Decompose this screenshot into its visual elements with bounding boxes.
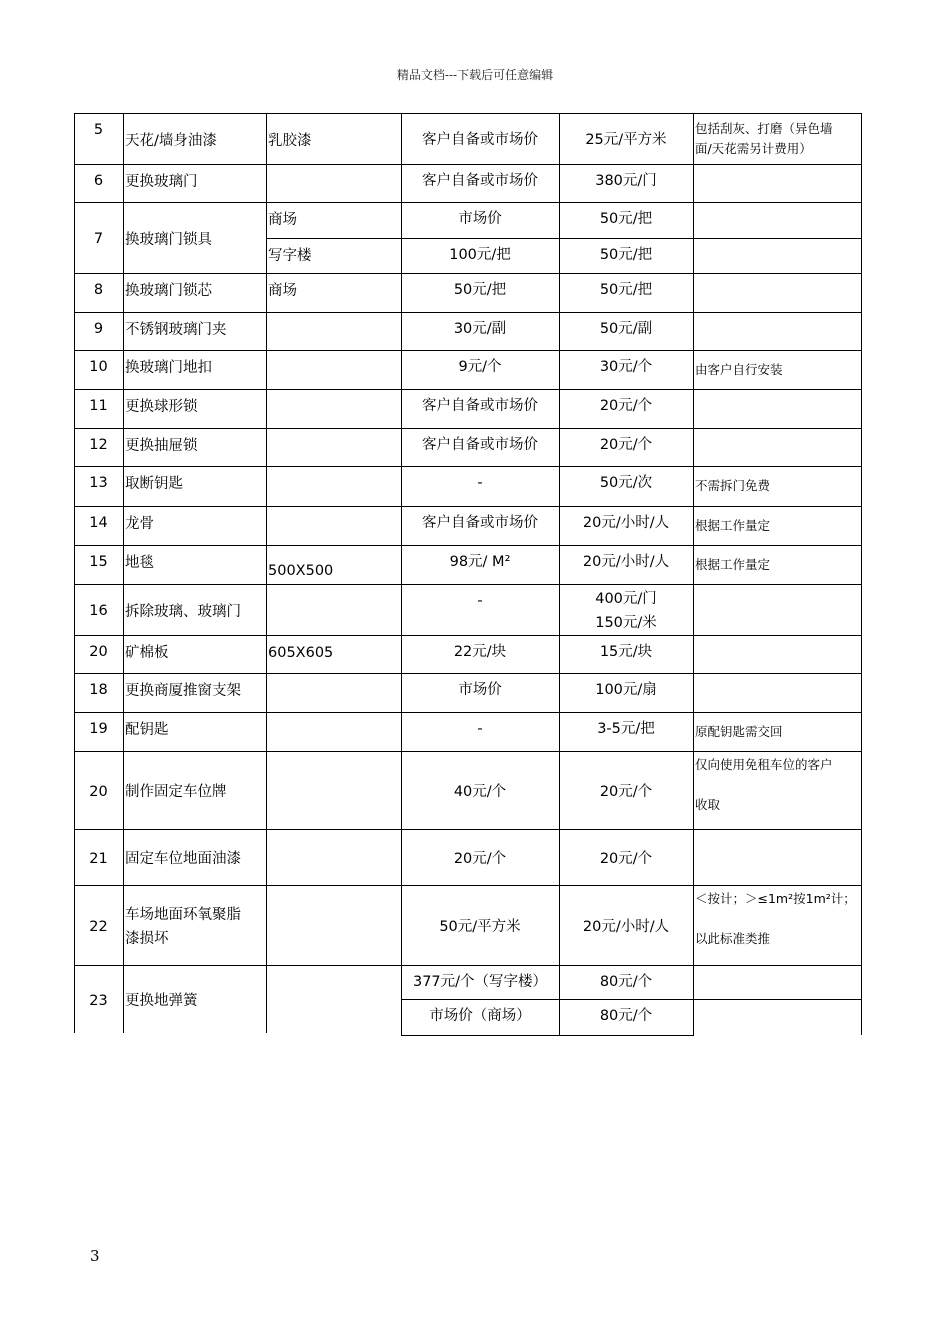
labor-price: 80元/个 <box>599 1008 653 1024</box>
row-divider <box>74 466 862 467</box>
labor-price: 50元/把 <box>599 247 653 263</box>
spec: 商场 <box>268 283 297 299</box>
item-name: 车场地面环氧聚脂 漆损坏 <box>125 907 241 947</box>
spec <box>266 472 401 504</box>
row-divider <box>74 506 862 507</box>
labor-price: 3-5元/把 <box>597 721 655 737</box>
material-price: 30元/副 <box>453 321 507 337</box>
row-number: 6 <box>93 173 104 189</box>
labor-price: 20元/小时/人 <box>582 515 670 531</box>
row-divider <box>74 113 862 114</box>
note <box>693 637 861 671</box>
note <box>693 314 861 348</box>
row-divider <box>74 202 862 203</box>
labor-price: 30元/个 <box>599 359 653 375</box>
material-price: 9元/个 <box>458 359 502 375</box>
row-divider <box>74 635 862 636</box>
item-name: 更换球形锁 <box>125 399 198 415</box>
item-name: 取断钥匙 <box>125 476 183 492</box>
note: 仅向使用免租车位的客户 收取 <box>695 757 833 812</box>
item-name: 矿棉板 <box>125 645 169 661</box>
material-price: 100元/把 <box>449 247 511 263</box>
row-number: 19 <box>89 721 108 737</box>
item-name: 换玻璃门地扣 <box>125 360 212 376</box>
labor-price: 380元/门 <box>595 173 657 189</box>
labor-price: 20元/个 <box>599 783 653 800</box>
spec <box>266 971 401 1031</box>
material-price: 客户自备或市场价 <box>422 437 538 453</box>
material-price: 客户自备或市场价 <box>422 398 538 414</box>
labor-price: 50元/副 <box>599 321 653 337</box>
material-price: 市场价（商场） <box>429 1008 531 1024</box>
row-divider <box>74 389 862 390</box>
spec <box>266 170 401 200</box>
spec <box>266 835 401 883</box>
labor-price: 50元/次 <box>599 475 653 491</box>
spec <box>266 891 401 963</box>
spec: 写字楼 <box>268 248 312 264</box>
item-name: 配钥匙 <box>125 722 169 738</box>
page-header: 精品文档---下载后可任意编辑 <box>396 68 554 82</box>
item-name: 更换商厦推窗支架 <box>125 683 241 699</box>
labor-price: 20元/个 <box>599 398 653 414</box>
row-divider <box>74 428 862 429</box>
note <box>693 1001 861 1033</box>
labor-price: 20元/个 <box>599 850 653 867</box>
spec <box>266 718 401 749</box>
note <box>693 240 861 271</box>
item-name: 地毯 <box>125 555 154 571</box>
spec <box>266 757 401 827</box>
labor-price: 100元/扇 <box>595 682 657 698</box>
material-price: 377元/个（写字楼） <box>412 974 548 990</box>
row-number: 14 <box>89 515 108 531</box>
labor-price: 20元/个 <box>599 437 653 453</box>
note <box>693 204 861 236</box>
item-name: 换玻璃门锁具 <box>125 231 212 248</box>
item-name: 制作固定车位牌 <box>125 784 227 800</box>
item-name: 更换抽屉锁 <box>125 438 198 454</box>
material-price: - <box>477 593 483 609</box>
spec: 乳胶漆 <box>268 132 312 149</box>
spec <box>266 512 401 543</box>
material-price: 50元/把 <box>453 282 507 298</box>
row-divider <box>74 584 862 585</box>
item-name: 更换地弹簧 <box>125 993 198 1009</box>
row-number: 23 <box>89 992 108 1009</box>
note: 由客户自行安装 <box>695 361 783 377</box>
row-number: 9 <box>93 321 104 337</box>
row-number: 20 <box>89 783 108 800</box>
note <box>693 967 861 997</box>
note: ＜按计；＞≤1m²按1m²计； 以此标准类推 <box>695 891 856 946</box>
spec <box>266 395 401 426</box>
row-number: 16 <box>89 603 108 619</box>
row-number: 15 <box>89 554 108 570</box>
row-divider <box>74 312 862 313</box>
note <box>693 166 861 200</box>
row-divider <box>266 238 862 239</box>
row-number: 20 <box>89 644 108 660</box>
spec <box>266 318 401 348</box>
row-number: 12 <box>89 437 108 453</box>
row-number: 7 <box>93 231 104 247</box>
table-bottom-line <box>401 1035 694 1036</box>
row-divider <box>74 273 862 274</box>
material-price: 22元/块 <box>453 644 507 660</box>
row-number: 5 <box>93 122 104 138</box>
note <box>693 831 861 883</box>
labor-price: 15元/块 <box>599 644 653 660</box>
row-number: 13 <box>89 475 108 491</box>
labor-price: 25元/平方米 <box>585 132 667 148</box>
row-number: 21 <box>89 850 108 867</box>
labor-price: 20元/小时/人 <box>582 918 670 935</box>
spec <box>266 434 401 464</box>
note: 根据工作量定 <box>695 556 771 572</box>
labor-price: 20元/小时/人 <box>582 554 670 570</box>
note: 根据工作量定 <box>695 517 771 533</box>
item-name: 更换玻璃门 <box>125 174 198 190</box>
spec: 500X500 <box>268 563 334 579</box>
labor-price: 50元/把 <box>599 282 653 298</box>
material-price: 客户自备或市场价 <box>422 132 538 148</box>
material-price: - <box>477 475 483 491</box>
row-divider <box>401 999 862 1000</box>
note: 原配钥匙需交回 <box>695 723 783 739</box>
item-name: 换玻璃门锁芯 <box>125 283 212 299</box>
spec: 商场 <box>268 212 297 228</box>
row-number: 10 <box>89 359 108 375</box>
row-number: 8 <box>93 282 104 298</box>
row-number: 22 <box>89 918 108 935</box>
col-divider <box>861 113 862 1035</box>
item-name: 龙骨 <box>125 516 154 532</box>
row-divider <box>74 673 862 674</box>
row-divider <box>74 350 862 351</box>
item-name: 拆除玻璃、玻璃门 <box>125 603 241 620</box>
material-price: 客户自备或市场价 <box>422 515 538 531</box>
note <box>693 391 861 426</box>
row-divider <box>74 965 862 966</box>
row-number: 11 <box>89 398 108 414</box>
material-price: 客户自备或市场价 <box>422 173 538 189</box>
row-number: 18 <box>89 682 108 698</box>
row-divider <box>74 164 862 165</box>
note: 不需拆门免费 <box>695 478 771 493</box>
material-price: 50元/平方米 <box>439 918 521 935</box>
row-divider <box>74 829 862 830</box>
note: 包括刮灰、打磨（异色墙 面/天花需另计费用） <box>695 120 833 156</box>
item-name: 不锈钢玻璃门夹 <box>125 322 227 338</box>
material-price: 市场价 <box>458 682 502 698</box>
note <box>693 675 861 710</box>
spec <box>266 590 401 633</box>
item-name: 固定车位地面油漆 <box>125 851 241 867</box>
material-price: 20元/个 <box>453 850 507 867</box>
row-divider <box>74 712 862 713</box>
material-price: 98元/ M² <box>449 554 511 570</box>
note <box>693 275 861 310</box>
note <box>693 586 861 633</box>
labor-price: 50元/把 <box>599 211 653 227</box>
material-price: 40元/个 <box>453 783 507 800</box>
row-divider <box>74 545 862 546</box>
spec: 605X605 <box>268 645 334 661</box>
note <box>693 430 861 464</box>
material-price: 市场价 <box>458 211 502 227</box>
row-divider <box>74 885 862 886</box>
page-number: 3 <box>90 1247 100 1265</box>
item-name: 天花/墙身油漆 <box>125 132 217 149</box>
row-divider <box>74 751 862 752</box>
material-price: - <box>477 721 483 737</box>
labor-price: 400元/门 150元/米 <box>595 591 657 631</box>
spec <box>266 679 401 710</box>
spec <box>266 356 401 387</box>
labor-price: 80元/个 <box>599 974 653 990</box>
